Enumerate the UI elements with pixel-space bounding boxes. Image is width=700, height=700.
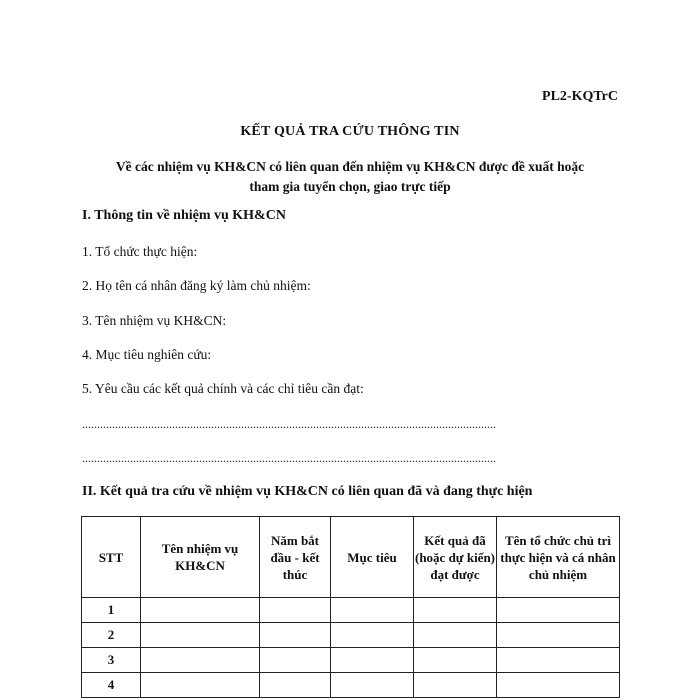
header-organization: Tên tổ chức chủ trì thực hiện và cá nhân chủ nhiệm bbox=[497, 517, 620, 598]
table-row bbox=[82, 673, 620, 698]
table-cell[interactable] bbox=[260, 598, 331, 623]
header-stt: STT bbox=[82, 517, 141, 598]
header-goal: Mục tiêu bbox=[331, 517, 414, 598]
header-task-name: Tên nhiệm vụ KH&CN bbox=[141, 517, 260, 598]
table-cell[interactable] bbox=[497, 598, 620, 623]
header-years: Năm bắt đầu - kết thúc bbox=[260, 517, 331, 598]
table-cell[interactable] bbox=[260, 673, 331, 698]
row-number: 2 bbox=[82, 623, 141, 648]
table-cell[interactable] bbox=[331, 673, 414, 698]
field-organization: 1. Tổ chức thực hiện: bbox=[82, 244, 198, 259]
section-2-heading: II. Kết quả tra cứu về nhiệm vụ KH&CN có liên quan đã và đang thực hiện bbox=[82, 484, 533, 499]
table-cell[interactable] bbox=[497, 623, 620, 648]
form-code: PL2-KQTrC bbox=[542, 89, 618, 104]
table-cell[interactable] bbox=[331, 623, 414, 648]
dotted-line: .......................................................................................................................................... bbox=[82, 417, 496, 431]
table-cell[interactable] bbox=[414, 598, 497, 623]
section-1-heading: I. Thông tin về nhiệm vụ KH&CN bbox=[82, 208, 286, 223]
document-title: KẾT QUẢ TRA CỨU THÔNG TIN bbox=[240, 124, 460, 139]
table-cell[interactable] bbox=[141, 648, 260, 673]
field-main-results: 5. Yêu cầu các kết quả chính và các chỉ tiêu cần đạt: bbox=[82, 381, 364, 396]
table-cell[interactable] bbox=[141, 673, 260, 698]
table-cell[interactable] bbox=[497, 673, 620, 698]
table-cell[interactable] bbox=[414, 673, 497, 698]
row-number: 1 bbox=[82, 598, 141, 623]
table-row bbox=[82, 623, 620, 648]
field-research-goal: 4. Mục tiêu nghiên cứu: bbox=[82, 347, 212, 362]
table-row bbox=[82, 598, 620, 623]
header-results: Kết quả đã (hoặc dự kiến) đạt được bbox=[414, 517, 497, 598]
field-leader-name: 2. Họ tên cá nhân đăng ký làm chủ nhiệm: bbox=[82, 278, 311, 293]
row-number: 3 bbox=[82, 648, 141, 673]
subtitle-line-1: Về các nhiệm vụ KH&CN có liên quan đến nhiệm vụ KH&CN được đề xuất hoặc bbox=[115, 159, 585, 174]
table-cell[interactable] bbox=[497, 648, 620, 673]
row-number: 4 bbox=[82, 673, 141, 698]
dotted-line: .......................................................................................................................................... bbox=[82, 451, 496, 465]
table-cell[interactable] bbox=[141, 598, 260, 623]
field-task-name: 3. Tên nhiệm vụ KH&CN: bbox=[82, 313, 227, 328]
subtitle-line-2: tham gia tuyển chọn, giao trực tiếp bbox=[249, 179, 451, 194]
results-table bbox=[81, 516, 620, 698]
table-cell[interactable] bbox=[260, 623, 331, 648]
table-header-row bbox=[82, 517, 620, 598]
table-cell[interactable] bbox=[414, 623, 497, 648]
document-subtitle bbox=[80, 157, 620, 197]
table-cell[interactable] bbox=[260, 648, 331, 673]
table-cell[interactable] bbox=[331, 598, 414, 623]
table-cell[interactable] bbox=[141, 623, 260, 648]
table-row bbox=[82, 648, 620, 673]
table-cell[interactable] bbox=[414, 648, 497, 673]
table-cell[interactable] bbox=[331, 648, 414, 673]
